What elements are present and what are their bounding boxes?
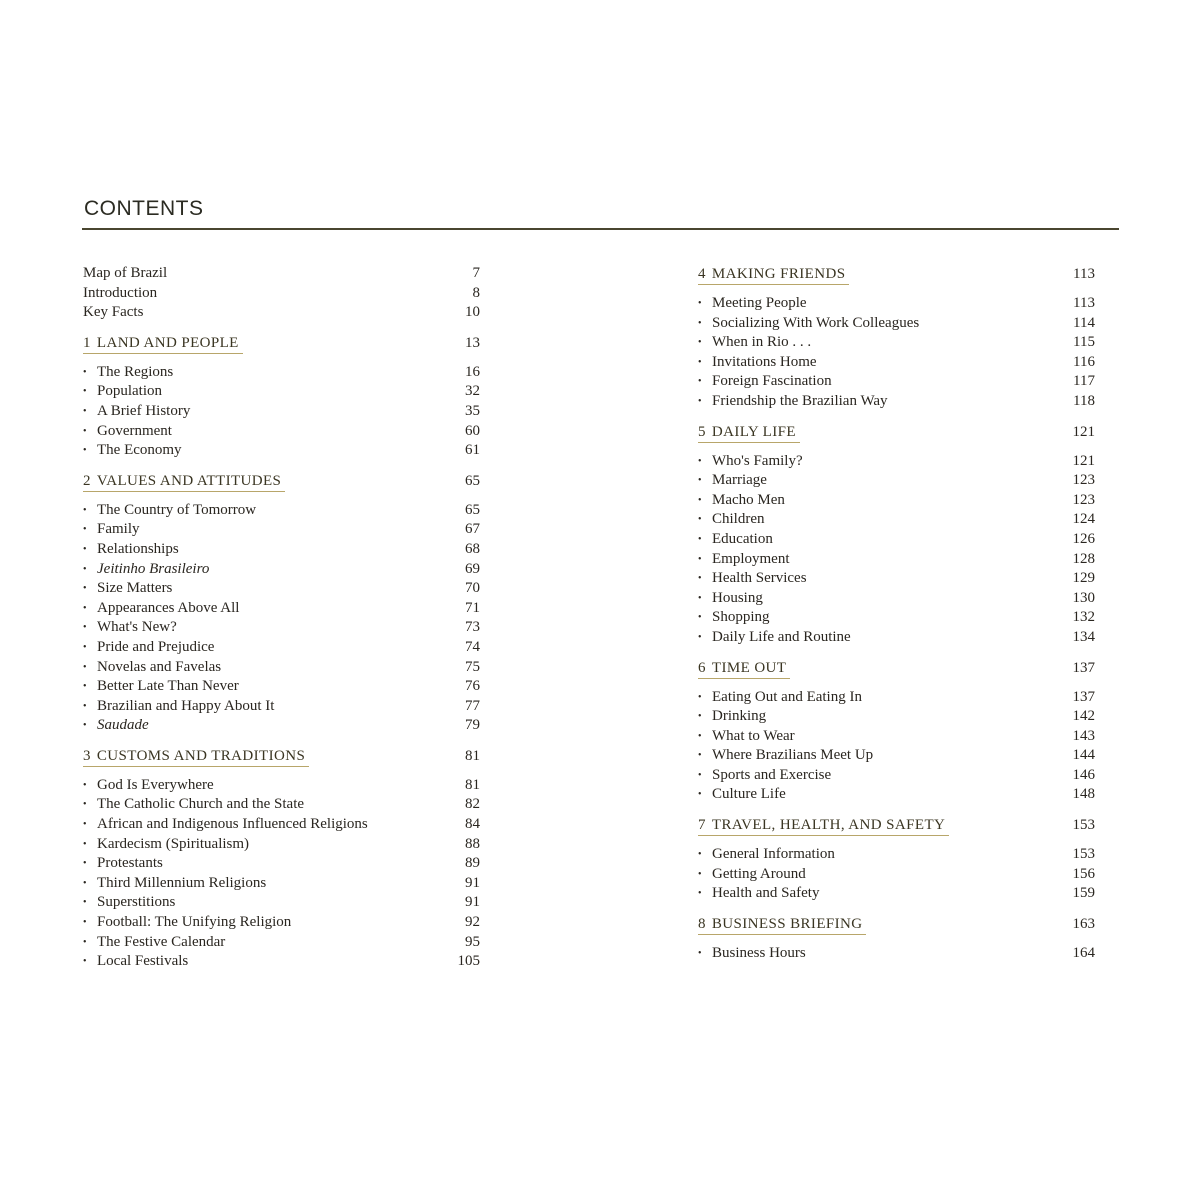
bullet-icon: • — [83, 897, 87, 909]
bullet-icon: • — [698, 317, 702, 329]
toc-entry-page: 67 — [465, 521, 480, 538]
toc-entry[interactable] — [698, 746, 1095, 766]
toc-entry[interactable] — [698, 707, 1095, 727]
toc-entry-page: 137 — [1072, 688, 1095, 705]
toc-entry-title: General Information — [712, 846, 835, 863]
bullet-icon: • — [83, 563, 87, 575]
chapter-heading[interactable] — [83, 333, 480, 353]
toc-entry-title: Education — [712, 530, 773, 547]
bullet-icon: • — [698, 947, 702, 959]
toc-entry-title: Local Festivals — [97, 953, 189, 970]
toc-entry-page: 65 — [465, 501, 480, 518]
bullet-icon: • — [83, 661, 87, 673]
toc-entry-title: Relationships — [97, 540, 179, 557]
toc-entry-page: 75 — [465, 658, 480, 675]
toc-entry-page: 60 — [465, 422, 480, 439]
toc-entry[interactable] — [83, 560, 480, 580]
bullet-icon: • — [698, 750, 702, 762]
toc-entry[interactable] — [698, 865, 1095, 885]
toc-entry-page: 7 — [472, 265, 480, 281]
bullet-icon: • — [698, 612, 702, 624]
chapter-number: 8 — [698, 915, 706, 932]
toc-entry[interactable] — [698, 333, 1095, 353]
toc-entry-title: African and Indigenous Influenced Religions — [97, 816, 368, 833]
bullet-icon: • — [83, 838, 87, 850]
toc-entry[interactable] — [698, 294, 1095, 314]
toc-entry-page: 132 — [1072, 609, 1095, 626]
toc-entry-page: 74 — [465, 638, 480, 655]
toc-entry-title: Health and Safety — [712, 885, 820, 902]
toc-entry[interactable] — [83, 835, 480, 855]
bullet-icon: • — [698, 356, 702, 368]
bullet-icon: • — [698, 789, 702, 801]
toc-entry-title: Employment — [712, 550, 790, 567]
chapter-title — [698, 815, 949, 836]
bullet-icon: • — [698, 769, 702, 781]
toc-entry[interactable] — [698, 392, 1095, 412]
chapter-title-text: TIME OUT — [711, 659, 787, 676]
bullet-icon: • — [83, 366, 87, 378]
toc-entry[interactable] — [698, 608, 1095, 628]
toc-entry-page: 35 — [465, 402, 480, 419]
toc-entry-page: 164 — [1072, 944, 1095, 961]
toc-entry-title: Macho Men — [712, 491, 785, 508]
chapter-heading[interactable] — [698, 914, 1095, 934]
toc-entry-page: 32 — [465, 383, 480, 400]
toc-entry-title: Jeitinho Brasileiro — [97, 560, 210, 577]
toc-entry-page: 156 — [1072, 865, 1095, 882]
bullet-icon: • — [83, 779, 87, 791]
chapter-number: 2 — [83, 472, 91, 489]
toc-entry-page: 153 — [1072, 846, 1095, 863]
toc-entry-title: Saudade — [97, 717, 149, 734]
chapter-heading[interactable] — [698, 658, 1095, 678]
toc-entry-page: 84 — [465, 816, 480, 833]
toc-entry[interactable] — [83, 402, 480, 422]
toc-entry[interactable] — [698, 845, 1095, 865]
toc-entry[interactable] — [83, 540, 480, 560]
toc-entry[interactable] — [698, 884, 1095, 904]
toc-entry[interactable] — [83, 618, 480, 638]
toc-entry[interactable] — [698, 510, 1095, 530]
toc-entry-title: Housing — [712, 589, 763, 606]
toc-entry-page: 118 — [1073, 392, 1095, 409]
toc-entry-page: 114 — [1073, 314, 1095, 331]
toc-entry-page: 115 — [1073, 334, 1095, 351]
toc-entry-title: Drinking — [712, 708, 767, 725]
toc-entry-title: What's New? — [97, 619, 177, 636]
toc-entry-title: Superstitions — [97, 894, 176, 911]
toc-entry[interactable] — [83, 716, 480, 736]
toc-entry[interactable] — [698, 550, 1095, 570]
toc-entry-title: Health Services — [712, 570, 807, 587]
toc-entry-page: 128 — [1072, 550, 1095, 567]
toc-entry-page: 88 — [465, 835, 480, 852]
toc-entry-title: Culture Life — [712, 786, 786, 803]
bullet-icon: • — [83, 799, 87, 811]
bullet-icon: • — [698, 573, 702, 585]
toc-entry-page: 124 — [1072, 511, 1095, 528]
toc-entry-page: 81 — [465, 776, 480, 793]
toc-entry[interactable] — [83, 579, 480, 599]
chapter-page: 153 — [1072, 817, 1095, 834]
toc-entry-page: 148 — [1072, 786, 1095, 803]
toc-entry[interactable] — [83, 520, 480, 540]
bullet-icon: • — [83, 504, 87, 516]
toc-entry-page: 71 — [465, 599, 480, 616]
toc-entry[interactable] — [83, 913, 480, 933]
toc-entry-title: Getting Around — [712, 865, 806, 882]
toc-entry-title: Kardecism (Spiritualism) — [97, 835, 250, 852]
toc-entry-title: Who's Family? — [712, 452, 803, 469]
toc-entry[interactable] — [698, 589, 1095, 609]
bullet-icon: • — [698, 691, 702, 703]
chapter-title-text: DAILY LIFE — [711, 423, 796, 440]
toc-entry-page: 95 — [465, 933, 480, 950]
toc-column-right — [698, 264, 1095, 963]
toc-entry-page: 61 — [465, 442, 480, 459]
toc-entry[interactable] — [698, 372, 1095, 392]
bullet-icon: • — [698, 730, 702, 742]
chapter-title-text: LAND AND PEOPLE — [96, 334, 239, 351]
toc-entry-title: Government — [97, 422, 172, 439]
toc-entry-title: A Brief History — [97, 402, 191, 419]
toc-entry[interactable] — [83, 658, 480, 678]
toc-entry-page: 16 — [465, 363, 480, 380]
bullet-icon: • — [83, 641, 87, 653]
toc-entry-page: 91 — [465, 894, 480, 911]
bullet-icon: • — [83, 917, 87, 929]
toc-entry[interactable] — [83, 893, 480, 913]
bullet-icon: • — [83, 700, 87, 712]
chapter-page: 13 — [465, 334, 480, 351]
toc-entry[interactable] — [83, 933, 480, 953]
bullet-icon: • — [83, 386, 87, 398]
toc-entry-title: Daily Life and Routine — [712, 628, 851, 645]
toc-entry-page: 76 — [465, 678, 480, 695]
chapter-heading[interactable] — [83, 471, 480, 491]
page-title: CONTENTS — [84, 197, 204, 220]
chapter-number: 3 — [83, 747, 91, 764]
bullet-icon: • — [83, 819, 87, 831]
bullet-icon: • — [83, 583, 87, 595]
toc-entry-page: 82 — [465, 796, 480, 813]
bullet-icon: • — [698, 553, 702, 565]
bullet-icon: • — [698, 494, 702, 506]
toc-entry[interactable] — [698, 944, 1095, 964]
toc-entry-title: The Catholic Church and the State — [97, 796, 305, 813]
bullet-icon: • — [83, 543, 87, 555]
bullet-icon: • — [83, 720, 87, 732]
toc-entry-page: 73 — [465, 619, 480, 636]
toc-entry-title: Pride and Prejudice — [97, 638, 215, 655]
toc-entry-page: 8 — [472, 284, 480, 301]
toc-entry-title: Shopping — [712, 609, 770, 626]
toc-entry-title: Key Facts — [83, 304, 144, 321]
chapter-number: 4 — [698, 266, 706, 282]
toc-entry-title: The Festive Calendar — [97, 933, 226, 950]
chapter-heading[interactable] — [698, 815, 1095, 835]
toc-entry-page: 113 — [1073, 295, 1095, 311]
toc-entry-page: 142 — [1072, 708, 1095, 725]
toc-entry-title: What to Wear — [712, 727, 795, 744]
toc-entry-page: 92 — [465, 914, 480, 931]
chapter-page: 65 — [465, 472, 480, 489]
bullet-icon: • — [698, 868, 702, 880]
toc-entry-title: The Regions — [97, 363, 174, 380]
bullet-icon: • — [83, 877, 87, 889]
bullet-icon: • — [698, 376, 702, 388]
bullet-icon: • — [83, 425, 87, 437]
toc-entry-title: Children — [712, 511, 765, 528]
toc-entry-page: 117 — [1073, 373, 1095, 390]
toc-entry[interactable] — [698, 530, 1095, 550]
bullet-icon: • — [698, 533, 702, 545]
toc-entry-title: Eating Out and Eating In — [712, 688, 862, 705]
toc-entry[interactable] — [83, 501, 480, 521]
toc-entry-page: 146 — [1072, 766, 1095, 783]
toc-entry-title: Invitations Home — [712, 353, 817, 370]
toc-entry[interactable] — [83, 599, 480, 619]
chapter-title-text: VALUES AND ATTITUDES — [96, 472, 282, 489]
toc-entry[interactable] — [83, 382, 480, 402]
toc-entry-page: 79 — [465, 717, 480, 734]
toc-entry-title: Family — [97, 521, 140, 538]
toc-entry-title: Football: The Unifying Religion — [97, 914, 292, 931]
bullet-icon: • — [83, 524, 87, 536]
bullet-icon: • — [83, 602, 87, 614]
chapter-page: 137 — [1072, 659, 1095, 676]
chapter-heading[interactable] — [83, 746, 480, 766]
toc-entry[interactable] — [83, 815, 480, 835]
toc-entry-title: Population — [97, 383, 163, 400]
toc-entry[interactable] — [83, 284, 480, 304]
toc-entry-title: Brazilian and Happy About It — [97, 697, 275, 714]
toc-entry[interactable] — [698, 353, 1095, 373]
toc-entry-title: When in Rio . . . — [712, 334, 812, 351]
toc-column-left — [83, 264, 480, 972]
toc-entry-page: 129 — [1072, 570, 1095, 587]
toc-entry-title: Introduction — [83, 284, 158, 301]
bullet-icon: • — [698, 475, 702, 487]
toc-entry-title: The Economy — [97, 442, 182, 459]
bullet-icon: • — [698, 849, 702, 861]
toc-entry[interactable] — [83, 638, 480, 658]
toc-entry-page: 143 — [1072, 727, 1095, 744]
bullet-icon: • — [698, 631, 702, 643]
toc-entry[interactable] — [83, 776, 480, 796]
chapter-heading[interactable] — [698, 422, 1095, 442]
chapter-number: 6 — [698, 659, 706, 676]
bullet-icon: • — [83, 936, 87, 948]
toc-entry[interactable] — [83, 854, 480, 874]
front-matter — [83, 264, 480, 323]
bullet-icon: • — [698, 298, 702, 309]
toc-entry[interactable] — [698, 569, 1095, 589]
toc-entry-page: 121 — [1072, 452, 1095, 469]
toc-entry[interactable] — [83, 441, 480, 461]
bullet-icon: • — [698, 395, 702, 407]
chapter-title — [83, 746, 309, 767]
bullet-icon: • — [698, 888, 702, 900]
toc-entry-title: God Is Everywhere — [97, 776, 214, 793]
bullet-icon: • — [83, 681, 87, 693]
chapter-heading[interactable] — [698, 264, 1095, 284]
toc-entry[interactable] — [83, 264, 480, 284]
chapter-page: 163 — [1072, 915, 1095, 932]
chapter-title — [698, 264, 849, 285]
toc-entry[interactable] — [83, 697, 480, 717]
toc-entry[interactable] — [698, 628, 1095, 648]
toc-entry-title: Friendship the Brazilian Way — [712, 392, 888, 409]
toc-entry[interactable] — [83, 303, 480, 323]
toc-entry-page: 116 — [1073, 353, 1095, 370]
toc-entry-page: 70 — [465, 580, 480, 597]
toc-entry-title: Size Matters — [97, 580, 173, 597]
toc-entry[interactable] — [698, 314, 1095, 334]
chapter-number: 7 — [698, 817, 706, 834]
bullet-icon: • — [698, 592, 702, 604]
toc-entry[interactable] — [698, 727, 1095, 747]
toc-entry-title: Better Late Than Never — [97, 678, 239, 695]
toc-entry-title: Where Brazilians Meet Up — [712, 747, 874, 764]
toc-entry-page: 144 — [1072, 747, 1095, 764]
toc-entry[interactable] — [698, 471, 1095, 491]
toc-entry-page: 69 — [465, 560, 480, 577]
toc-entry[interactable] — [83, 677, 480, 697]
toc-entry[interactable] — [83, 952, 480, 972]
toc-entry[interactable] — [698, 491, 1095, 511]
toc-entry-title: Marriage — [712, 472, 767, 489]
chapter-page: 121 — [1072, 423, 1095, 440]
chapter-page: 113 — [1073, 266, 1095, 282]
bullet-icon: • — [698, 711, 702, 723]
bullet-icon: • — [83, 405, 87, 417]
toc-entry-page: 89 — [465, 855, 480, 872]
toc-entry-title: Novelas and Favelas — [97, 658, 222, 675]
toc-entry-title: Meeting People — [712, 295, 807, 311]
toc-entry-page: 105 — [457, 953, 480, 970]
chapter-page: 81 — [465, 747, 480, 764]
chapter-title-text: CUSTOMS AND TRADITIONS — [96, 747, 306, 764]
bullet-icon: • — [698, 514, 702, 526]
toc-entry-title: Third Millennium Religions — [97, 874, 267, 891]
chapter-title-text: BUSINESS BRIEFING — [711, 915, 863, 932]
toc-entry-title: Map of Brazil — [83, 265, 168, 281]
toc-entry[interactable] — [83, 363, 480, 383]
toc-entry-page: 123 — [1072, 472, 1095, 489]
toc-entry-title: Foreign Fascination — [712, 373, 832, 390]
toc-entry[interactable] — [83, 422, 480, 442]
chapter-title — [698, 658, 790, 679]
toc-entry-title: Protestants — [97, 855, 163, 872]
toc-entry-page: 130 — [1072, 589, 1095, 606]
chapter-title-text: TRAVEL, HEALTH, AND SAFETY — [711, 817, 946, 834]
toc-entry[interactable] — [698, 785, 1095, 805]
bullet-icon: • — [83, 622, 87, 634]
toc-entry-title: Appearances Above All — [97, 599, 240, 616]
toc-entry-page: 159 — [1072, 885, 1095, 902]
toc-entry-page: 123 — [1072, 491, 1095, 508]
bullet-icon: • — [83, 858, 87, 870]
chapter-title-text: MAKING FRIENDS — [711, 266, 846, 282]
toc-entry[interactable] — [83, 874, 480, 894]
toc-entry-page: 134 — [1072, 628, 1095, 645]
toc-entry-page: 126 — [1072, 530, 1095, 547]
chapter-title — [83, 333, 243, 354]
chapter-number: 1 — [83, 334, 91, 351]
toc-entry-title: Business Hours — [712, 944, 806, 961]
chapter-title — [698, 914, 866, 935]
toc-entry-page: 77 — [465, 697, 480, 714]
toc-entry[interactable] — [698, 766, 1095, 786]
toc-entry-title: Socializing With Work Colleagues — [712, 314, 920, 331]
toc-entry[interactable] — [698, 452, 1095, 472]
bullet-icon: • — [83, 445, 87, 457]
toc-entry-title: The Country of Tomorrow — [97, 501, 257, 518]
toc-entry[interactable] — [83, 795, 480, 815]
bullet-icon: • — [698, 337, 702, 349]
chapter-title — [83, 471, 285, 492]
chapter-title — [698, 422, 800, 443]
toc-entry[interactable] — [698, 688, 1095, 708]
toc-entry-title: Sports and Exercise — [712, 766, 832, 783]
chapter-number: 5 — [698, 423, 706, 440]
toc-entry-page: 10 — [465, 304, 480, 321]
bullet-icon: • — [698, 455, 702, 467]
bullet-icon: • — [83, 956, 87, 968]
toc-entry-page: 91 — [465, 874, 480, 891]
toc-entry-page: 68 — [465, 540, 480, 557]
title-rule — [82, 228, 1119, 230]
